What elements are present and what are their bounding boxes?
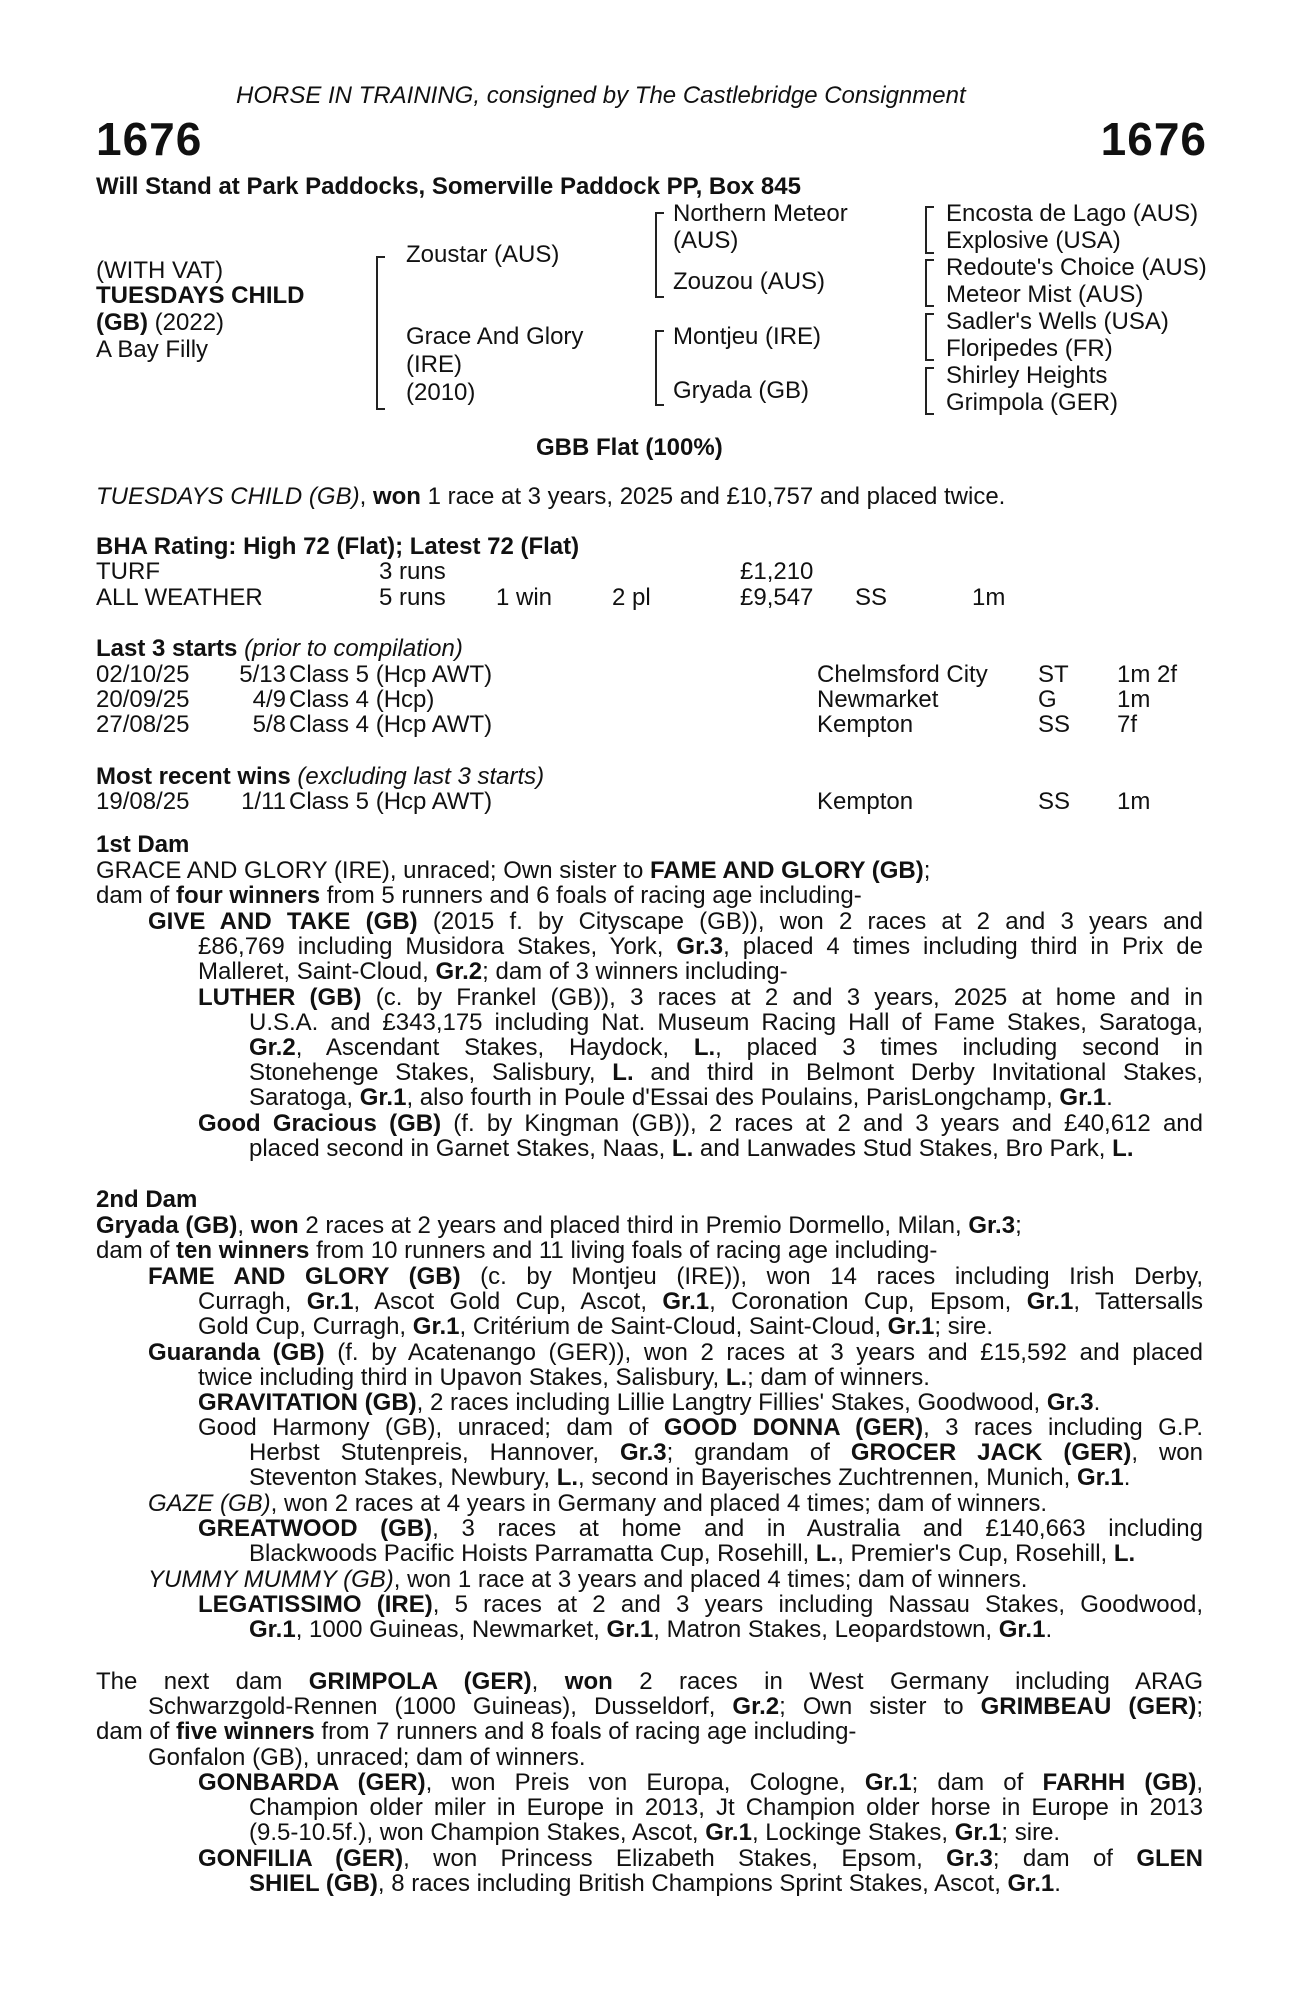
horse-description: A Bay Filly (96, 336, 209, 363)
stand-location: Will Stand at Park Paddocks, Somerville Paddock PP, Box 845 (96, 173, 801, 200)
pedigree-brace-gg-3 (925, 313, 934, 361)
start-row-course: Newmarket (817, 686, 939, 713)
progeny-line: Guaranda (GB) (f. by Acatenango (GER)), won 2 races at 3 years and £15,592 and placed (148, 1339, 1204, 1366)
start-row-distance: 1m (1117, 686, 1151, 713)
progeny-line: Stonehenge Stakes, Salisbury, L. and third in Belmont Derby Invitational Stakes, (249, 1059, 1203, 1086)
pedigree-dam-origin: (IRE) (406, 351, 462, 378)
start-row-position: 5/13 (239, 661, 286, 688)
progeny-line: SHIEL (GB), 8 races including British Champions Sprint Stakes, Ascot, Gr.1. (249, 1870, 1061, 1897)
pedigree-gg-5: Sadler's Wells (USA) (946, 308, 1169, 335)
start-row-class: Class 5 (Hcp AWT) (289, 661, 493, 688)
progeny-line: Steventon Stakes, Newbury, L., second in Bayerisches Zuchtrennen, Munich, Gr.1. (249, 1464, 1131, 1491)
progeny-line: Blackwoods Pacific Hoists Parramatta Cup, Rosehill, L., Premier's Cup, Rosehill, L. (249, 1540, 1136, 1567)
turf-runs: 3 runs (379, 558, 446, 585)
pedigree-gg-7: Shirley Heights (946, 362, 1108, 389)
progeny-line: YUMMY MUMMY (GB), won 1 race at 3 years and placed 4 times; dam of winners. (148, 1566, 1028, 1593)
aw-label: ALL WEATHER (96, 584, 263, 611)
second-dam-heading: 2nd Dam (96, 1186, 198, 1213)
turf-earnings: £1,210 (740, 558, 814, 585)
bha-rating-title: BHA Rating: High 72 (Flat); Latest 72 (Flat) (96, 533, 580, 560)
pedigree-brace-gg-1 (925, 206, 934, 254)
progeny-line: GIVE AND TAKE (GB) (2015 f. by Cityscape (GB)), won 2 races at 2 and 3 years and (148, 908, 1203, 935)
start-row-position: 5/8 (252, 711, 286, 738)
pedigree-brace-dam (655, 330, 664, 406)
aw-going: SS (855, 584, 888, 611)
progeny-line: placed second in Garnet Stakes, Naas, L. and Lanwades Stud Stakes, Bro Park, L. (249, 1135, 1134, 1162)
progeny-line: LUTHER (GB) (c. by Frankel (GB)), 3 races at 2 and 3 years, 2025 at home and in (198, 984, 1203, 1011)
start-row-going: SS (1038, 711, 1071, 738)
progeny-line: Herbst Stutenpreis, Hannover, Gr.3; grandam of GROCER JACK (GER), won (249, 1439, 1203, 1466)
progeny-line: £86,769 including Musidora Stakes, York, Gr.3, placed 4 times including third in Prix de (198, 933, 1204, 960)
recent-win-date: 19/08/25 (96, 788, 190, 815)
pedigree-grandsire-1: Northern Meteor (673, 200, 848, 227)
aw-placed: 2 pl (612, 584, 651, 611)
second-dam-line: dam of ten winners from 10 runners and 11 living foals of racing age including- (96, 1237, 938, 1264)
recent-win-position: 1/11 (241, 788, 286, 815)
first-dam-heading: 1st Dam (96, 831, 190, 858)
third-dam-line: dam of five winners from 7 runners and 8 foals of racing age including- (96, 1718, 857, 1745)
progeny-line: Malleret, Saint-Cloud, Gr.2; dam of 3 winners including- (198, 958, 788, 985)
page-header-title: HORSE IN TRAINING, consigned by The Castlebridge Consignment (236, 82, 966, 109)
progeny-line: Gr.2, Ascendant Stakes, Haydock, L., placed 3 times including second in (249, 1034, 1203, 1061)
turf-label: TURF (96, 558, 160, 585)
progeny-line: LEGATISSIMO (IRE), 5 races at 2 and 3 years including Nassau Stakes, Goodwood, (198, 1591, 1203, 1618)
horse-name: TUESDAYS CHILD (96, 282, 305, 309)
progeny-line: GREATWOOD (GB), 3 races at home and in Australia and £140,663 including (198, 1515, 1203, 1542)
progeny-line: U.S.A. and £343,175 including Nat. Museum Racing Hall of Fame Stakes, Saratoga, (249, 1009, 1203, 1036)
start-row-class: Class 4 (Hcp AWT) (289, 711, 493, 738)
start-row-date: 02/10/25 (96, 661, 190, 688)
start-row-position: 4/9 (252, 686, 286, 713)
progeny-line: GONBARDA (GER), won Preis von Europa, Cologne, Gr.1; dam of FARHH (GB), (198, 1769, 1203, 1796)
progeny-line: Curragh, Gr.1, Ascot Gold Cup, Ascot, Gr.1, Coronation Cup, Epsom, Gr.1, Tattersalls (198, 1288, 1204, 1315)
start-row-course: Chelmsford City (817, 661, 988, 688)
progeny-line: Gonfalon (GB), unraced; dam of winners. (148, 1744, 586, 1771)
pedigree-brace-main (376, 256, 385, 410)
progeny-line: Saratoga, Gr.1, also fourth in Poule d'Essai des Poulains, ParisLongchamp, Gr.1. (249, 1084, 1113, 1111)
progeny-line: twice including third in Upavon Stakes, Salisbury, L.; dam of winners. (198, 1364, 930, 1391)
start-row-distance: 1m 2f (1117, 661, 1178, 688)
pedigree-brace-gg-4 (925, 367, 934, 415)
pedigree-gg-8: Grimpola (GER) (946, 389, 1119, 416)
progeny-line: Gr.1, 1000 Guineas, Newmarket, Gr.1, Matron Stakes, Leopardstown, Gr.1. (249, 1616, 1053, 1643)
first-dam-line: GRACE AND GLORY (IRE), unraced; Own sister to FAME AND GLORY (GB); (96, 857, 931, 884)
start-row-distance: 7f (1117, 711, 1138, 738)
pedigree-dam-year: (2010) (406, 379, 476, 406)
start-row-date: 20/09/25 (96, 686, 190, 713)
recent-win-class: Class 5 (Hcp AWT) (289, 788, 493, 815)
pedigree-grandsire-1-origin: (AUS) (673, 227, 739, 254)
aw-distance: 1m (972, 584, 1006, 611)
pedigree-gg-6: Floripedes (FR) (946, 335, 1113, 362)
progeny-line: Gold Cup, Curragh, Gr.1, Critérium de Saint-Cloud, Saint-Cloud, Gr.1; sire. (198, 1313, 994, 1340)
race-summary: TUESDAYS CHILD (GB), won 1 race at 3 years, 2025 and £10,757 and placed twice. (96, 483, 1006, 510)
progeny-line: Good Harmony (GB), unraced; dam of GOOD DONNA (GER), 3 races including G.P. (198, 1414, 1203, 1441)
recent-wins-title: Most recent wins (excluding last 3 starts) (96, 763, 545, 790)
recent-win-distance: 1m (1117, 788, 1151, 815)
pedigree-dam-name: Grace And Glory (406, 323, 584, 350)
recent-win-course: Kempton (817, 788, 914, 815)
lot-number-left: 1676 (96, 113, 203, 165)
pedigree-granddam-1: Zouzou (AUS) (673, 268, 826, 295)
progeny-line: Champion older miler in Europe in 2013, Jt Champion older horse in Europe in 2013 (249, 1794, 1203, 1821)
pedigree-gg-1: Encosta de Lago (AUS) (946, 200, 1199, 227)
first-dam-line: dam of four winners from 5 runners and 6 foals of racing age including- (96, 882, 862, 909)
pedigree-gg-4: Meteor Mist (AUS) (946, 281, 1144, 308)
pedigree-sire: Zoustar (AUS) (406, 241, 560, 268)
progeny-line: GONFILIA (GER), won Princess Elizabeth Stakes, Epsom, Gr.3; dam of GLEN (198, 1845, 1203, 1872)
recent-win-going: SS (1038, 788, 1071, 815)
pedigree-brace-sire (655, 212, 664, 298)
gbb-rating: GBB Flat (100%) (536, 434, 723, 461)
pedigree-brace-gg-2 (925, 259, 934, 307)
start-row-course: Kempton (817, 711, 914, 738)
pedigree-gg-3: Redoute's Choice (AUS) (946, 254, 1207, 281)
second-dam-line: Gryada (GB), won 2 races at 2 years and placed third in Premio Dormello, Milan, Gr.3; (96, 1212, 1022, 1239)
progeny-line: FAME AND GLORY (GB) (c. by Montjeu (IRE)), won 14 races including Irish Derby, (148, 1263, 1203, 1290)
lot-number-right: 1676 (1100, 113, 1207, 165)
third-dam-line: Schwarzgold-Rennen (1000 Guineas), Dusseldorf, Gr.2; Own sister to GRIMBEAU (GER); (148, 1693, 1204, 1720)
progeny-line: Good Gracious (GB) (f. by Kingman (GB)), 2 races at 2 and 3 years and £40,612 and (198, 1110, 1203, 1137)
pedigree-grandsire-2: Montjeu (IRE) (673, 323, 822, 350)
third-dam-line: The next dam GRIMPOLA (GER), won 2 races in West Germany including ARAG (96, 1668, 1203, 1695)
progeny-line: (9.5-10.5f.), won Champion Stakes, Ascot, Gr.1, Lockinge Stakes, Gr.1; sire. (249, 1819, 1061, 1846)
aw-wins: 1 win (496, 584, 553, 611)
start-row-date: 27/08/25 (96, 711, 190, 738)
progeny-line: GAZE (GB), won 2 races at 4 years in Germany and placed 4 times; dam of winners. (148, 1490, 1048, 1517)
start-row-class: Class 4 (Hcp) (289, 686, 435, 713)
start-row-going: G (1038, 686, 1057, 713)
start-row-going: ST (1038, 661, 1069, 688)
aw-runs: 5 runs (379, 584, 446, 611)
aw-earnings: £9,547 (740, 584, 814, 611)
pedigree-granddam-2: Gryada (GB) (673, 377, 810, 404)
last-starts-title: Last 3 starts (prior to compilation) (96, 635, 463, 662)
vat-note: (WITH VAT) (96, 257, 224, 284)
progeny-line: GRAVITATION (GB), 2 races including Lillie Langtry Fillies' Stakes, Goodwood, Gr.3. (198, 1389, 1101, 1416)
pedigree-gg-2: Explosive (USA) (946, 227, 1121, 254)
horse-origin-year: (GB) (2022) (96, 309, 225, 336)
